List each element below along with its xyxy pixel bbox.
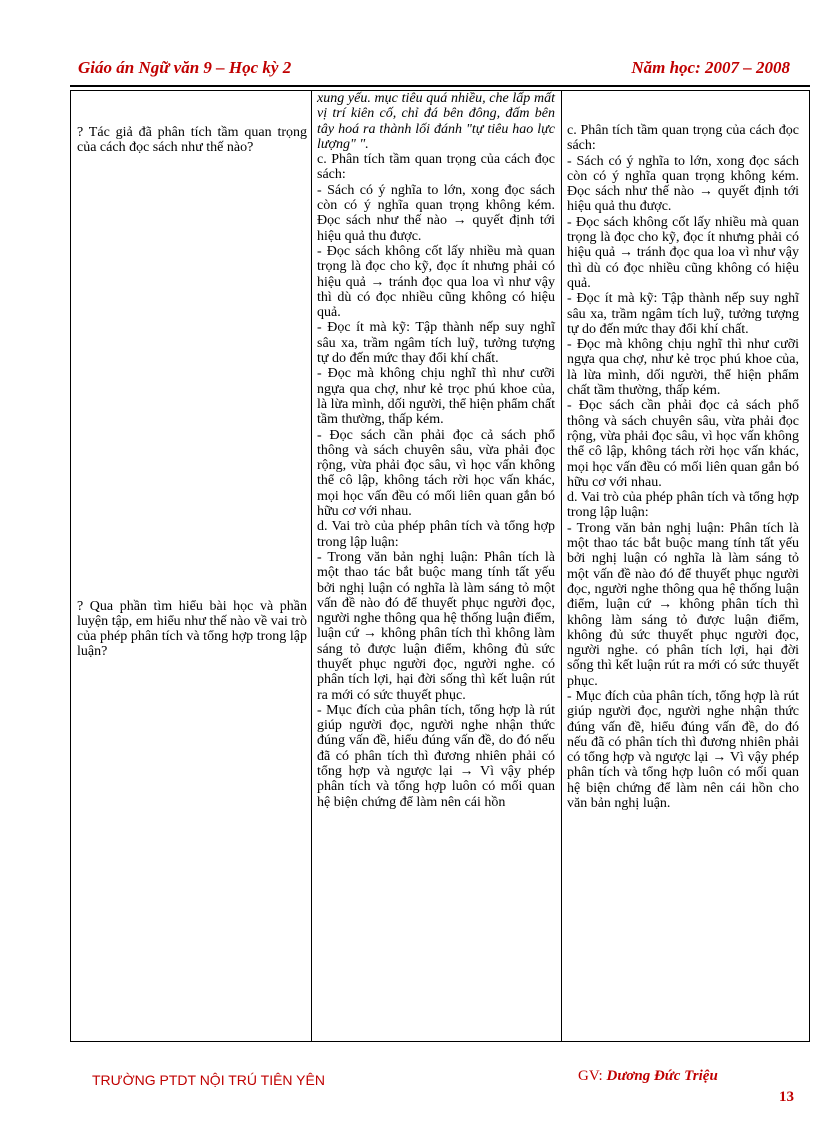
paragraph: xung yếu. mục tiêu quá nhiều, che lấp mất vị trí kiên cố, chỉ đá bên đông, đấm bên tây hoá ra thành lối đánh "tự tiêu hao lực lượng" ". <box>317 91 555 152</box>
paragraph: - Đọc sách không cốt lấy nhiều mà quan trọng là đọc cho kỹ, đọc ít nhưng phải có hiệu quả → tránh đọc qua loa vì như vậy thì dù có đọc nhiều cũng không có hiệu quả. <box>317 243 555 321</box>
paragraph: - Sách có ý nghĩa to lớn, xong đọc sách còn có ý nghĩa quan trọng không kém. Đọc sách như thế nào → quyết định tới hiệu quả thu được. <box>567 153 799 215</box>
paragraph: - Mục đích của phân tích, tổng hợp là rút giúp người đọc, người nghe nhận thức đúng vấn đề, hiểu đúng vấn đề, do đó nếu đã có phân tích thì đương nhiên phải có tổng hợp và ngược lại → Vì vậy phép phân tích và tổng hợp luôn có mối quan hệ biện chứng để làm nên cái hồn cho văn bản nghị luận. <box>567 688 799 812</box>
paragraph: - Sách có ý nghĩa to lớn, xong đọc sách còn có ý nghĩa quan trọng không kém. Đọc sách như thế nào → quyết định tới hiệu quả thu được. <box>317 182 555 244</box>
paragraph: - Trong văn bản nghị luận: Phân tích là một thao tác bắt buộc mang tính tất yếu bởi nghị luận có nghĩa là làm sáng tỏ một vấn đề nào đó để thuyết phục người đọc, người nghe thông qua hệ thống luận điểm, luận cứ → không phân tích thì không làm sáng tỏ được luận điểm, không đủ sức thuyết phục người đọc, người nghe. có phân tích lợi, hại đời sống thì kết luận rút ra mới có sức thuyết phục. <box>317 549 555 703</box>
paragraph: - Mục đích của phân tích, tổng hợp là rút giúp người đọc, người nghe nhận thức đúng vấn đề, hiểu đúng vấn đề, do đó nếu đã có phân tích thì đương nhiên phải có tổng hợp và ngược lại → Vì vậy phép phân tích và tổng hợp luôn có mối quan hệ biện chứng để làm nên cái hồn <box>317 702 555 810</box>
teacher-label: GV: <box>578 1068 603 1084</box>
paragraph: - Trong văn bản nghị luận: Phân tích là một thao tác bắt buộc mang tính tất yếu bởi nghị luận có nghĩa là làm sáng tỏ một vấn đề nào đó để thuyết phục người đọc, người nghe thông qua hệ thống luận điểm, luận cứ → không phân tích thì không làm sáng tỏ được luận điểm, không đủ sức thuyết phục người đọc, người nghe. có phân tích lợi, hại đời sống thì kết luận rút ra mới có sức thuyết phục. <box>567 520 799 689</box>
header-divider <box>70 85 810 87</box>
paragraph: c. Phân tích tầm quan trọng của cách đọc sách: <box>317 152 555 183</box>
footer-teacher <box>578 1068 718 1085</box>
teacher-name: Dương Đức Triệu <box>606 1068 718 1084</box>
header-school-year: Năm học: 2007 – 2008 <box>631 58 790 77</box>
paragraph: - Đọc sách cần phải đọc cả sách phổ thông và sách chuyên sâu, vừa phải đọc rộng, vừa phải đọc sâu, vì học vấn không thể cô lập, không tách rời học vấn khác, mọi học vấn đều có mối liên quan gắn bó hữu cơ với nhau. <box>317 427 555 520</box>
question-1: ? Tác giả đã phân tích tầm quan trọng của cách đọc sách như thế nào? <box>77 125 307 155</box>
paragraph: d. Vai trò của phép phân tích và tổng hợp trong lập luận: <box>567 490 799 521</box>
content-column <box>567 123 799 811</box>
paragraph: - Đọc sách cần phải đọc cả sách phổ thông và sách chuyên sâu, vừa phải đọc rộng, vừa phải đọc sâu, vì học vấn không thể cô lập, không tách rời học vấn khác, mọi học vấn đều có mối liên quan gắn bó hữu cơ với nhau. <box>567 398 799 490</box>
paragraph: - Đọc ít mà kỹ: Tập thành nếp suy nghĩ sâu xa, trầm ngâm tích luỹ, tưởng tượng tự do đến mức thay đổi khí chất. <box>317 320 555 367</box>
paragraph: d. Vai trò của phép phân tích và tổng hợp trong lập luận: <box>317 519 555 550</box>
teacher-activity-column <box>317 91 555 810</box>
footer-school: TRƯỜNG PTDT NỘI TRÚ TIÊN YÊN <box>92 1072 325 1088</box>
paragraph: - Đọc mà không chịu nghĩ thì như cưỡi ngựa qua chợ, như kẻ trọc phú khoe của, là lừa mình, dối người, thể hiện phẩm chất tầm thường, thấp kém. <box>317 366 555 428</box>
column-divider <box>561 91 562 1041</box>
paragraph: - Đọc sách không cốt lấy nhiều mà quan trọng là đọc cho kỹ, đọc ít nhưng phải có hiệu quả → tránh đọc qua loa vì như vậy thì dù có đọc nhiều cũng không có hiệu quả. <box>567 214 799 291</box>
header-title: Giáo án Ngữ văn 9 – Học kỳ 2 <box>78 58 292 77</box>
column-divider <box>311 91 312 1041</box>
question-2: ? Qua phần tìm hiểu bài học và phần luyện tập, em hiểu như thế nào về vai trò của phép phân tích và tổng hợp trong lập luận? <box>77 599 307 659</box>
paragraph: c. Phân tích tầm quan trọng của cách đọc sách: <box>567 123 799 154</box>
lesson-table <box>70 90 810 1042</box>
page-number: 13 <box>779 1089 794 1105</box>
paragraph: - Đọc ít mà kỹ: Tập thành nếp suy nghĩ sâu xa, trầm ngâm tích luỹ, tưởng tượng tự do đến mức thay đổi khí chất. <box>567 291 799 337</box>
paragraph: - Đọc mà không chịu nghĩ thì như cưỡi ngựa qua chợ, như kẻ trọc phú khoe của, là lừa mình, dối người, thể hiện phẩm chất tầm thường, thấp kém. <box>567 337 799 399</box>
